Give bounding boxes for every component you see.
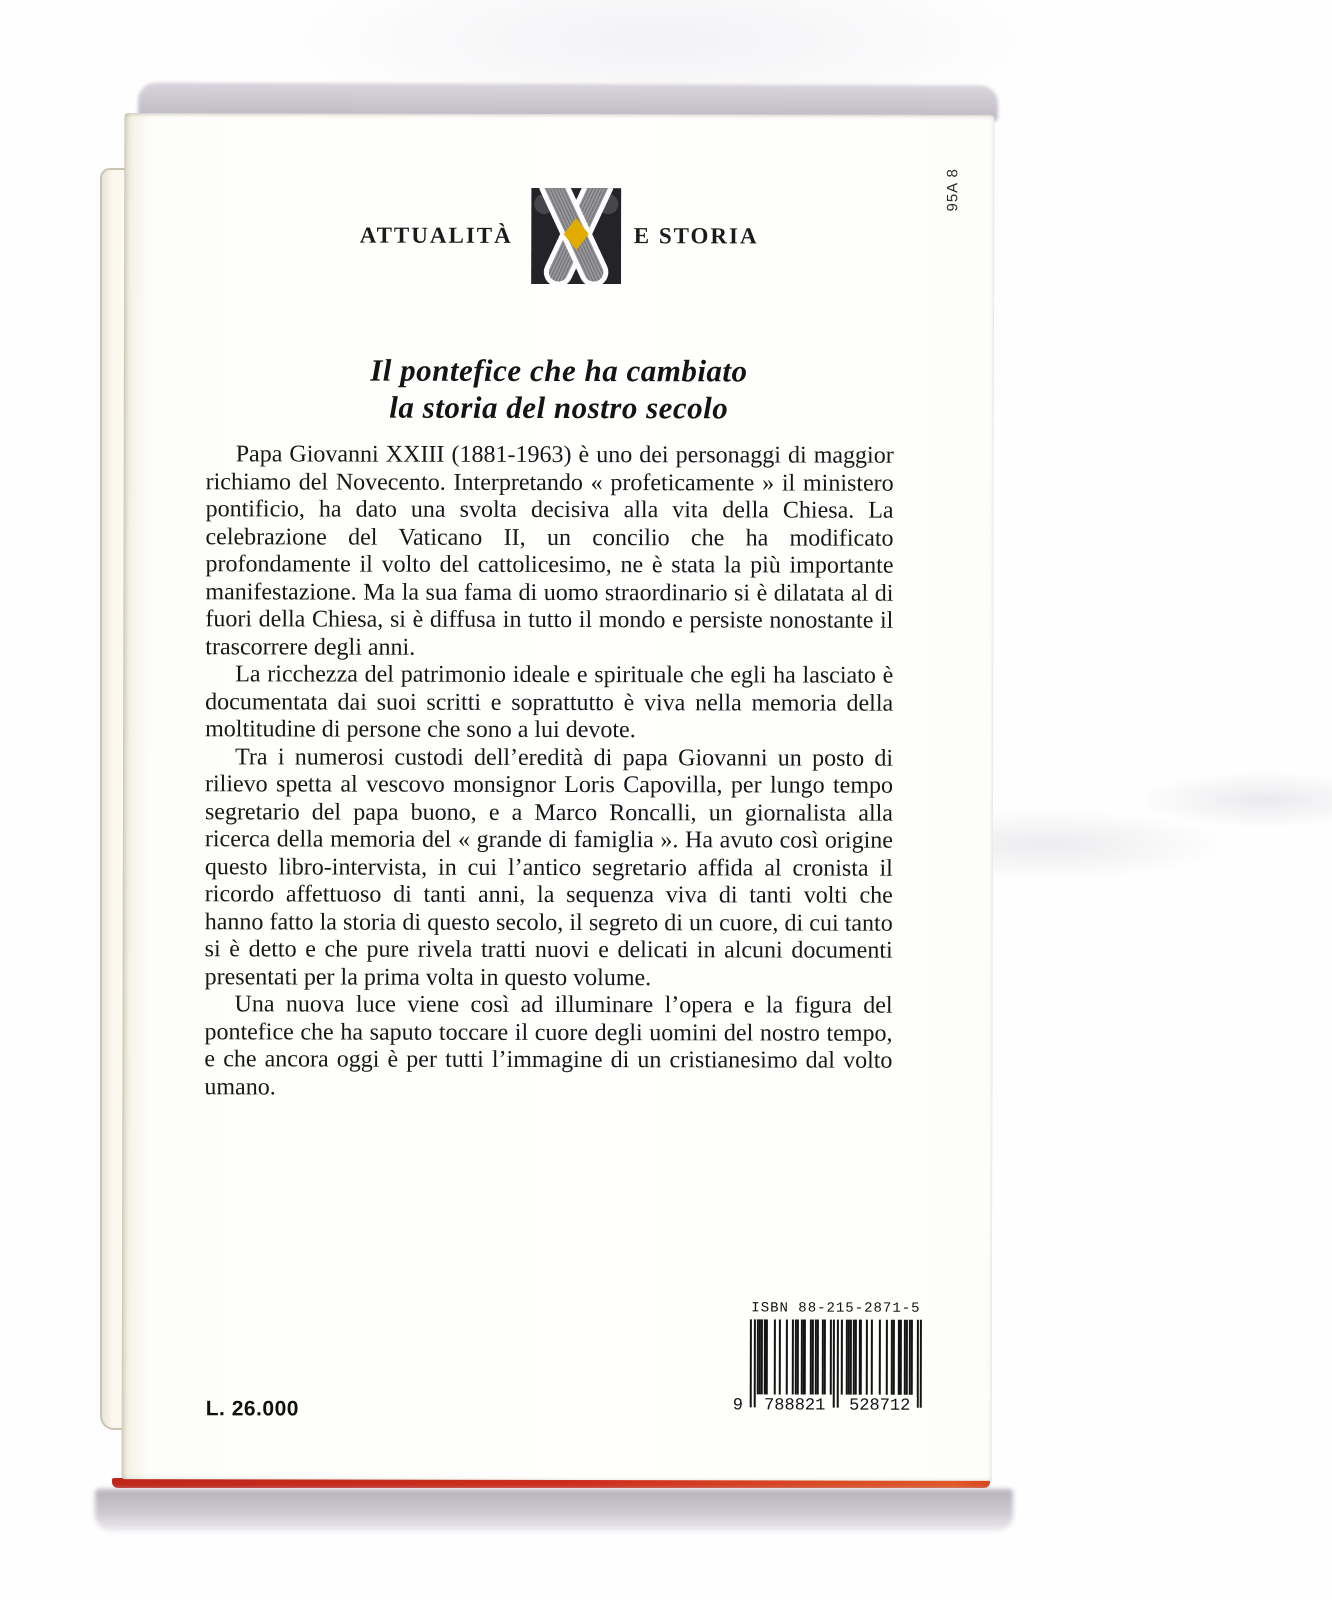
- blurb-paragraph: Una nuova luce viene così ad illuminare l’opera e la figura del pontefice che ha saputo toccare il cuore degli uomini del nostro tempo, e che ancora oggi è per tutti l’immagine di un cristianesimo dal volto umano.: [204, 991, 893, 1100]
- blurb-paragraph: Papa Giovanni XXIII (1881-1963) è uno dei personaggi di maggior richiamo del Novecento. Interpretando « profeticamente » il ministero pontificio, ha dato una svolta decisiva alla vita della Chiesa. La celebrazione del Vaticano II, un concilio che ha modificato profondamente il volto del cattolicesimo, ne è stata la più importante manifestazione. Ma la sua fama di uomo straordinario si è dilatata al di fuori della Chiesa, si è diffusa in tutto il mondo e persiste nonostante il trascorrere degli anni.: [205, 441, 894, 661]
- series-label-right: E STORIA: [633, 223, 759, 249]
- isbn-block: [734, 1300, 938, 1421]
- ean-barcode: [732, 1319, 922, 1421]
- blurb-paragraph: Tra i numerosi custodi dell’eredità di papa Giovanni un posto di rilievo spetta al vescovo monsignor Loris Capovilla, per lungo tempo segretario del papa buono, e a Marco Roncalli, un giornalista alla ricerca della memoria del « grande di famiglia ». Ha avuto così origine questo libro-intervista, in cui l’antico segretario affida al cronista il ricordo affettuoso di tanti anni, la sequenza viva di tanti volti che hanno fatto la storia di questo secolo, il segreto di un cuore, di cui tanto si è detto e che pure rivela tratti nuovi e delicati in alcuni documenti presentati per la prima volta in questo volume.: [204, 743, 894, 991]
- ean-digit-group: 528712: [843, 1397, 917, 1416]
- back-cover-blurb: [204, 441, 893, 1102]
- price-label: L. 26.000: [205, 1397, 299, 1421]
- blurb-paragraph: La ricchezza del patrimonio ideale e spirituale che egli ha lasciato è documentata dai suoi scritti e soprattutto è viva nella memoria della moltitudine di persone che sono a lui devote.: [205, 661, 894, 744]
- book-bottom-shadow: [95, 1489, 1013, 1531]
- title-line-2: la storia del nostro secolo: [389, 389, 729, 426]
- series-header: [124, 187, 994, 285]
- book-back-cover: [122, 113, 995, 1481]
- series-label-left: ATTUALITÀ: [359, 222, 513, 248]
- print-code: 95A 8: [943, 168, 961, 212]
- isbn-label: ISBN 88-215-2871-5: [751, 1300, 921, 1317]
- ean-digit-group: 9: [732, 1396, 743, 1416]
- ean-digits: [732, 1394, 922, 1418]
- back-cover-title: [124, 351, 994, 427]
- title-line-1: Il pontefice che ha cambiato: [370, 352, 748, 389]
- attualita-e-storia-logo-icon: [531, 188, 621, 284]
- ean-digit-group: 788821: [758, 1396, 832, 1415]
